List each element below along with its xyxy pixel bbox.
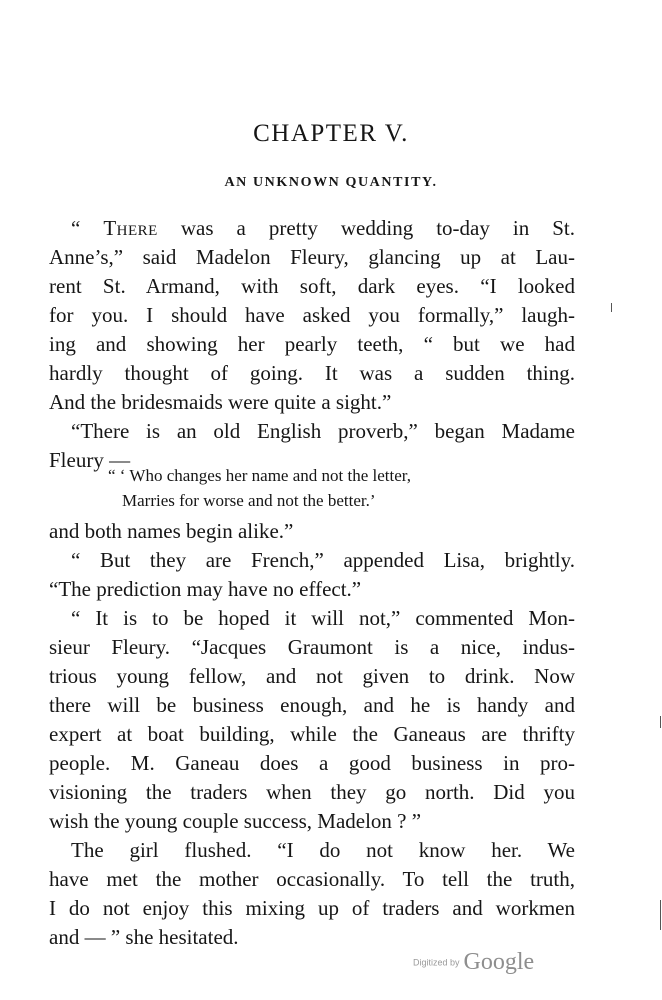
text-line: expert at boat building, while the Ganeaus are thrifty — [49, 722, 575, 746]
watermark-prefix: Digitized by — [413, 957, 460, 968]
text-line: there will be business enough, and he is handy and — [49, 693, 575, 717]
text-line: rent St. Armand, with soft, dark eyes. “I looked — [49, 274, 575, 298]
open-quote: “ — [71, 216, 104, 240]
google-logo: Google — [463, 949, 535, 975]
text-line: have met the mother occasionally. To tell the truth, — [49, 867, 575, 891]
text-line: Fleury — — [49, 448, 131, 472]
text-line: and — ” she hesitated. — [49, 925, 239, 949]
text-line: visioning the traders when they go north. Did you — [49, 780, 575, 804]
scan-mark — [611, 303, 612, 312]
text-line: Anne’s,” said Madelon Fleury, glancing up at Lau- — [49, 245, 575, 269]
scan-mark — [660, 716, 661, 728]
verse-line: Marries for worse and not the better.’ — [122, 491, 376, 510]
verse-quote — [108, 463, 528, 513]
body-text-lower — [49, 517, 575, 952]
text-line — [49, 214, 575, 243]
text-line: people. M. Ganeau does a good business in pro- — [49, 751, 575, 775]
text-line: I do not enjoy this mixing up of traders and workmen — [49, 896, 575, 920]
text-line: hardly thought of going. It was a sudden thing. — [49, 361, 575, 385]
verse-line: “ ‘ Who changes her name and not the letter, — [108, 466, 411, 485]
text-line: “The prediction may have no effect.” — [49, 577, 362, 601]
text-line: and both names begin alike.” — [49, 519, 294, 543]
google-watermark — [413, 949, 534, 976]
drop-word: There — [103, 216, 158, 240]
scan-mark — [660, 900, 661, 930]
text-line: ing and showing her pearly teeth, “ but we had — [49, 332, 575, 356]
text-line: “ It is to be hoped it will not,” commented Mon- — [71, 606, 575, 630]
text-line: sieur Fleury. “Jacques Graumont is a nice, indus- — [49, 635, 575, 659]
body-text-upper — [49, 214, 575, 475]
text-line: And the bridesmaids were quite a sight.” — [49, 390, 392, 414]
text-line: “ But they are French,” appended Lisa, brightly. — [71, 548, 575, 572]
text-line: The girl flushed. “I do not know her. We — [71, 838, 575, 862]
text-line: wish the young couple success, Madelon ? ” — [49, 809, 422, 833]
chapter-subtitle: AN UNKNOWN QUANTITY. — [224, 175, 438, 190]
line-text: was a pretty wedding to-day in St. — [157, 216, 575, 240]
text-line: for you. I should have asked you formally,” laugh- — [49, 303, 575, 327]
text-line: trious young fellow, and not given to drink. Now — [49, 664, 575, 688]
chapter-title: CHAPTER V. — [253, 120, 409, 147]
text-line: “There is an old English proverb,” began Madame — [71, 419, 575, 443]
